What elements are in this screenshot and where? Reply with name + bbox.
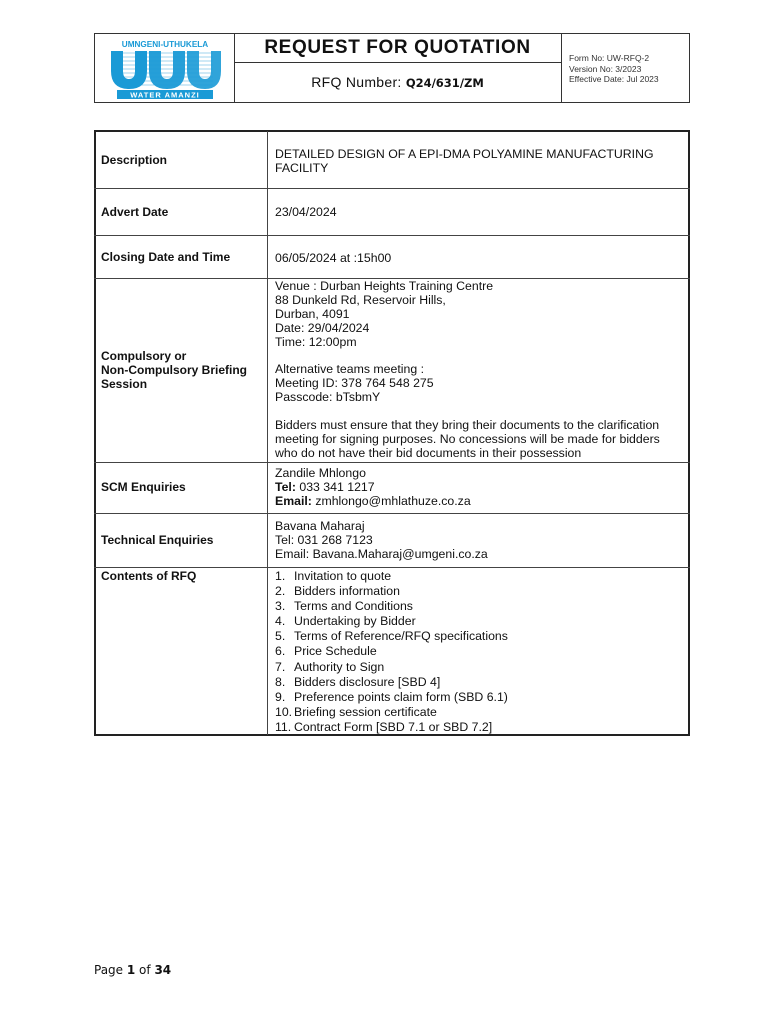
- closing-date-label: Closing Date and Time: [101, 250, 231, 264]
- rfq-number: Q24/631/ZM: [405, 76, 484, 90]
- row-divider: [94, 513, 690, 514]
- briefing-venue: Venue : Durban Heights Training Centre: [275, 279, 494, 293]
- briefing-label-line: Session: [101, 377, 148, 391]
- briefing-time: Time: 12:00pm: [275, 334, 357, 349]
- scm-email-label: Email:: [275, 494, 312, 508]
- list-item: 2. Bidders information: [275, 584, 400, 599]
- briefing-label-line: Non-Compulsory Briefing: [101, 363, 247, 377]
- advert-date-value: 23/04/2024: [275, 205, 337, 219]
- description-value: [275, 147, 654, 175]
- briefing-label-line: Compulsory or: [101, 349, 187, 363]
- technical-contact-name: Bavana Maharaj: [275, 519, 365, 533]
- table-column-divider: [267, 131, 268, 735]
- logo-bottom-text: WATER AMANZI: [130, 90, 200, 100]
- document-header: [94, 33, 690, 103]
- row-divider: [94, 188, 690, 189]
- scm-tel-label: Tel:: [275, 480, 296, 494]
- page-of-label: of: [135, 963, 155, 977]
- briefing-session-label: [101, 349, 247, 391]
- page-number: [94, 963, 171, 977]
- technical-email[interactable]: Email: Bavana.Maharaj@umgeni.co.za: [275, 547, 488, 561]
- logo-cell: [95, 34, 235, 102]
- list-item: 6. Price Schedule: [275, 644, 377, 659]
- scm-tel-value: 033 341 1217: [295, 480, 375, 494]
- list-item: 9. Preference points claim form (SBD 6.1): [275, 689, 508, 704]
- form-number: Form No: UW-RFQ-2: [569, 53, 650, 63]
- briefing-session-details: [275, 280, 660, 461]
- effective-date: Effective Date: Jul 2023: [569, 74, 659, 84]
- technical-enquiries-details: [275, 519, 488, 561]
- list-item: 5. Terms of Reference/RFQ specifications: [275, 629, 508, 644]
- spacer: [275, 350, 660, 364]
- row-divider: [94, 567, 690, 568]
- page-total: 34: [154, 963, 172, 977]
- briefing-note-line: Bidders must ensure that they bring their documents to the clarification: [275, 418, 660, 433]
- technical-tel: Tel: 031 268 7123: [275, 533, 373, 547]
- list-item: 4. Undertaking by Bidder: [275, 614, 416, 629]
- document-title: REQUEST FOR QUOTATION: [264, 37, 531, 58]
- briefing-address-line: 88 Dunkeld Rd, Reservoir Hills,: [275, 292, 446, 307]
- page-label: Page: [94, 963, 127, 977]
- spacer: [275, 405, 660, 419]
- scm-enquiries-details: [275, 466, 471, 508]
- technical-enquiries-label: Technical Enquiries: [101, 533, 214, 547]
- form-info-cell: [562, 34, 689, 102]
- rfq-number-label: RFQ Number:: [311, 74, 406, 90]
- scm-enquiries-label: SCM Enquiries: [101, 480, 186, 494]
- rfq-number-line: [234, 63, 561, 102]
- scm-email-value[interactable]: zmhlongo@mhlathuze.co.za: [311, 494, 471, 508]
- teams-meeting-id: Meeting ID: 378 764 548 275: [275, 376, 434, 391]
- scm-email: [275, 494, 471, 508]
- contents-list: [275, 569, 508, 735]
- list-item: 10. Briefing session certificate: [275, 704, 437, 719]
- briefing-note-line: who do not have their bid documents in their possession: [275, 445, 582, 460]
- description-line: DETAILED DESIGN OF A EPI-DMA POLYAMINE MANUFACTURING: [275, 147, 654, 161]
- description-label: Description: [101, 153, 168, 167]
- list-item: 3. Terms and Conditions: [275, 599, 413, 614]
- briefing-date: Date: 29/04/2024: [275, 320, 370, 335]
- advert-date-label: Advert Date: [101, 205, 169, 219]
- list-item: 11. Contract Form [SBD 7.1 or SBD 7.2]: [275, 719, 493, 734]
- teams-meeting-heading: Alternative teams meeting :: [275, 362, 424, 377]
- page-current: 1: [126, 963, 136, 977]
- title-cell: [234, 34, 562, 102]
- contents-label: Contents of RFQ: [101, 569, 197, 583]
- closing-date-value: 06/05/2024 at :15h00: [275, 251, 392, 265]
- briefing-address-line: Durban, 4091: [275, 306, 350, 321]
- umngeni-uthukela-logo: [103, 38, 227, 100]
- scm-contact-name: Zandile Mhlongo: [275, 466, 366, 480]
- logo-top-text: UMNGENI-UTHUKELA: [121, 40, 209, 49]
- version-number: Version No: 3/2023: [569, 63, 642, 74]
- description-line: FACILITY: [275, 161, 329, 175]
- teams-passcode: Passcode: bTsbmY: [275, 390, 381, 405]
- list-item: 1. Invitation to quote: [275, 569, 392, 583]
- scm-tel: [275, 480, 471, 494]
- briefing-note-line: meeting for signing purposes. No concessions will be made for bidders: [275, 431, 660, 446]
- list-item: 7. Authority to Sign: [275, 659, 385, 674]
- row-divider: [94, 462, 690, 463]
- row-divider: [94, 235, 690, 236]
- list-item: 8. Bidders disclosure [SBD 4]: [275, 674, 441, 689]
